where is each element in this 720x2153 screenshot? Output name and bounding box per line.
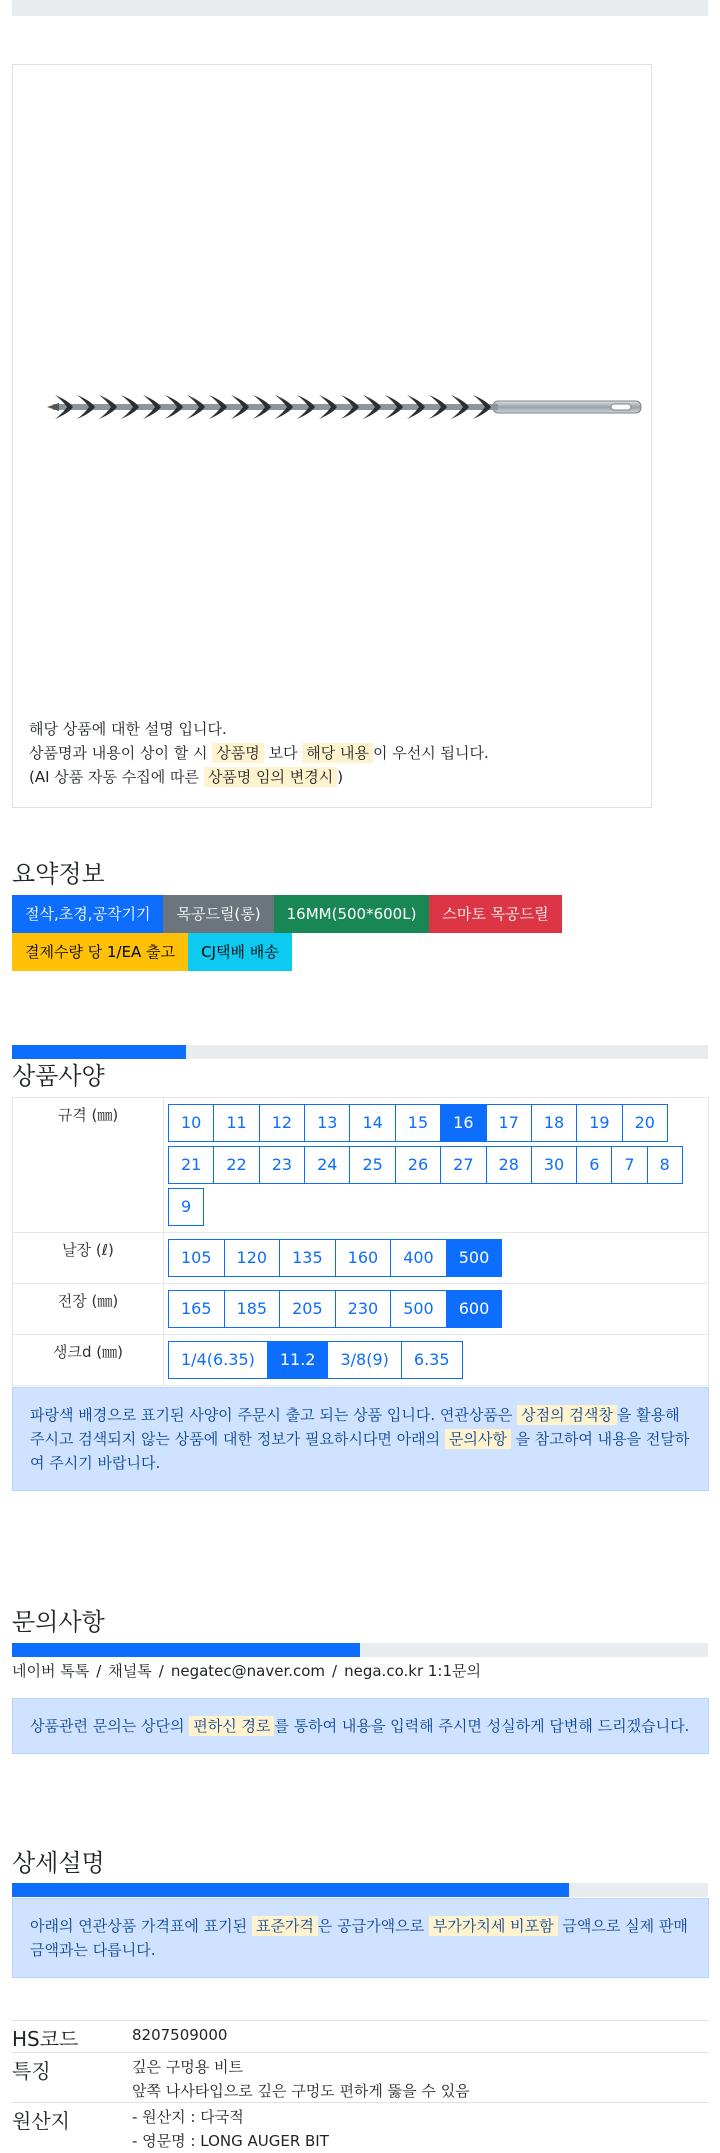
- spec-option[interactable]: 6.35: [401, 1341, 463, 1379]
- info-value: [132, 2105, 329, 2153]
- spec-option[interactable]: 12: [259, 1104, 305, 1142]
- spec-option-selected[interactable]: 600: [446, 1290, 503, 1328]
- inquiry-channels: [12, 1660, 481, 1681]
- inquiry-channel[interactable]: 채널톡: [108, 1662, 152, 1680]
- spec-option[interactable]: 28: [486, 1146, 532, 1184]
- spec-option[interactable]: 30: [531, 1146, 577, 1184]
- info-row: [12, 2052, 709, 2103]
- product-image-caption: [29, 717, 489, 789]
- spec-option[interactable]: 23: [259, 1146, 305, 1184]
- spec-progress: [12, 1045, 708, 1059]
- spec-notice: [12, 1387, 709, 1491]
- summary-badges: [12, 895, 708, 971]
- spec-option[interactable]: 14: [349, 1104, 395, 1142]
- caption-text: 상품명과 내용이 상이 할 시: [29, 744, 208, 762]
- info-row: [12, 2020, 709, 2053]
- spec-title: 상품사양: [12, 1062, 105, 1090]
- detail-progress: [12, 1883, 708, 1897]
- spec-option[interactable]: 165: [168, 1290, 225, 1328]
- info-row: [12, 2102, 709, 2153]
- spec-options: [164, 1284, 709, 1335]
- notice-text: 금액으로 실제 판매금액과는 다릅니다.: [30, 1917, 688, 1959]
- channel-separator: /: [96, 1662, 102, 1680]
- info-value-line: 깊은 구멍용 비트: [132, 2058, 243, 2076]
- spec-table: [12, 1097, 709, 1386]
- spec-row: [13, 1098, 709, 1233]
- inquiry-title: 문의사항: [12, 1608, 105, 1636]
- spec-option[interactable]: 15: [395, 1104, 441, 1142]
- spec-option-selected[interactable]: 11.2: [267, 1341, 329, 1379]
- spec-option[interactable]: 10: [168, 1104, 214, 1142]
- spec-options: [164, 1335, 709, 1386]
- notice-text: 은 공급가액으로: [317, 1917, 425, 1935]
- info-key: 특징: [12, 2059, 51, 2083]
- spec-row: [13, 1233, 709, 1284]
- auger-bit-image: [33, 365, 643, 425]
- spec-option[interactable]: 135: [279, 1239, 336, 1277]
- spec-option[interactable]: 185: [224, 1290, 281, 1328]
- spec-option[interactable]: 24: [304, 1146, 350, 1184]
- info-value: [132, 2055, 470, 2103]
- notice-highlight: 표준가격: [252, 1916, 318, 1936]
- spec-option[interactable]: 27: [440, 1146, 486, 1184]
- spec-label: 전장 (㎜): [13, 1284, 164, 1335]
- inquiry-progress-fill: [12, 1643, 360, 1657]
- spec-label: 날장 (ℓ): [13, 1233, 164, 1284]
- spec-option[interactable]: 120: [224, 1239, 281, 1277]
- caption-highlight: 상품명 임의 변경시: [204, 767, 337, 787]
- spec-option[interactable]: 19: [576, 1104, 622, 1142]
- product-image-box: [12, 64, 652, 808]
- spec-option[interactable]: 17: [486, 1104, 532, 1142]
- spec-option[interactable]: 13: [304, 1104, 350, 1142]
- spec-option[interactable]: 26: [395, 1146, 441, 1184]
- spec-row: [13, 1284, 709, 1335]
- notice-text: 상품관련 문의는 상단의: [30, 1717, 185, 1735]
- spec-option[interactable]: 7: [611, 1146, 647, 1184]
- spec-option[interactable]: 9: [168, 1188, 204, 1226]
- summary-badge: 스마토 목공드릴: [429, 895, 561, 933]
- caption-text: ): [337, 768, 344, 786]
- summary-badge: 16MM(500*600L): [274, 895, 430, 933]
- caption-line1: 해당 상품에 대한 설명 입니다.: [29, 720, 227, 738]
- summary-badge: 목공드릴(롱): [163, 895, 273, 933]
- notice-text: 을 활용해 주시고 검색되지 않는 상품에 대한 정보가 필요하시다면 아래의: [30, 1406, 680, 1448]
- spec-option[interactable]: 1/4(6.35): [168, 1341, 268, 1379]
- notice-text: 을 참고하여 내용을 전달하여 주시기 바랍니다.: [30, 1430, 690, 1472]
- info-value-line: 앞쪽 나사타입으로 깊은 구멍도 편하게 뚫을 수 있음: [132, 2082, 470, 2100]
- inquiry-channel[interactable]: 네이버 톡톡: [12, 1662, 90, 1680]
- info-value: [132, 2023, 227, 2047]
- inquiry-progress: [12, 1643, 708, 1657]
- channel-separator: /: [158, 1662, 164, 1680]
- caption-highlight: 상품명: [212, 743, 263, 763]
- spec-option[interactable]: 6: [576, 1146, 612, 1184]
- spec-label: 생크d (㎜): [13, 1335, 164, 1386]
- notice-text: 아래의 연관상품 가격표에 표기된: [30, 1917, 248, 1935]
- detail-title: 상세설명: [12, 1849, 105, 1877]
- caption-text: 보다: [268, 744, 298, 762]
- spec-option[interactable]: 230: [335, 1290, 392, 1328]
- spec-option[interactable]: 160: [335, 1239, 392, 1277]
- spec-option[interactable]: 400: [390, 1239, 447, 1277]
- inquiry-channel[interactable]: nega.co.kr 1:1문의: [344, 1662, 481, 1680]
- summary-badge: 결제수량 당 1/EA 출고: [12, 933, 188, 971]
- spec-label: 규격 (㎜): [13, 1098, 164, 1233]
- detail-progress-fill: [12, 1883, 569, 1897]
- info-value-line: - 영문명 : LONG AUGER BIT: [132, 2132, 329, 2150]
- spec-option[interactable]: 22: [213, 1146, 259, 1184]
- spec-option[interactable]: 18: [531, 1104, 577, 1142]
- spec-option[interactable]: 21: [168, 1146, 214, 1184]
- spec-option[interactable]: 25: [349, 1146, 395, 1184]
- spec-row: [13, 1335, 709, 1386]
- notice-highlight: 편하신 경로: [189, 1716, 274, 1736]
- top-bar: [12, 0, 708, 16]
- spec-option[interactable]: 8: [647, 1146, 683, 1184]
- summary-badge: CJ택배 배송: [188, 933, 292, 971]
- notice-text: 파랑색 배경으로 표기된 사양이 주문시 출고 되는 상품 입니다. 연관상품은: [30, 1406, 513, 1424]
- spec-option[interactable]: 500: [390, 1290, 447, 1328]
- spec-option[interactable]: 205: [279, 1290, 336, 1328]
- notice-highlight: 부가가치세 비포함: [429, 1916, 558, 1936]
- channel-separator: /: [332, 1662, 338, 1680]
- caption-text: (AI 상품 자동 수집에 따른: [29, 768, 200, 786]
- spec-options: [164, 1098, 709, 1233]
- spec-option[interactable]: 3/8(9): [327, 1341, 401, 1379]
- caption-text: 이 우선시 됩니다.: [373, 744, 489, 762]
- inquiry-notice: [12, 1698, 709, 1754]
- summary-badge: 절삭,초경,공작기기: [12, 895, 163, 933]
- notice-text: 를 통하여 내용을 입력해 주시면 성실하게 답변해 드리겠습니다.: [274, 1717, 690, 1735]
- info-value-line: - 원산지 : 다국적: [132, 2108, 244, 2126]
- notice-highlight: 상점의 검색창: [517, 1405, 617, 1425]
- info-key: 원산지: [12, 2109, 70, 2133]
- spec-option[interactable]: 20: [622, 1104, 668, 1142]
- info-value-line: 8207509000: [132, 2026, 228, 2044]
- caption-highlight: 해당 내용: [302, 743, 373, 763]
- summary-title: 요약정보: [12, 860, 105, 888]
- info-key: HS코드: [12, 2027, 79, 2051]
- spec-option[interactable]: 11: [213, 1104, 259, 1142]
- detail-notice: [12, 1898, 709, 1978]
- spec-option[interactable]: 105: [168, 1239, 225, 1277]
- spec-option-selected[interactable]: 500: [446, 1239, 503, 1277]
- spec-options: [164, 1233, 709, 1284]
- inquiry-channel[interactable]: negatec@naver.com: [170, 1662, 326, 1680]
- spec-option-selected[interactable]: 16: [440, 1104, 486, 1142]
- notice-highlight: 문의사항: [445, 1429, 511, 1449]
